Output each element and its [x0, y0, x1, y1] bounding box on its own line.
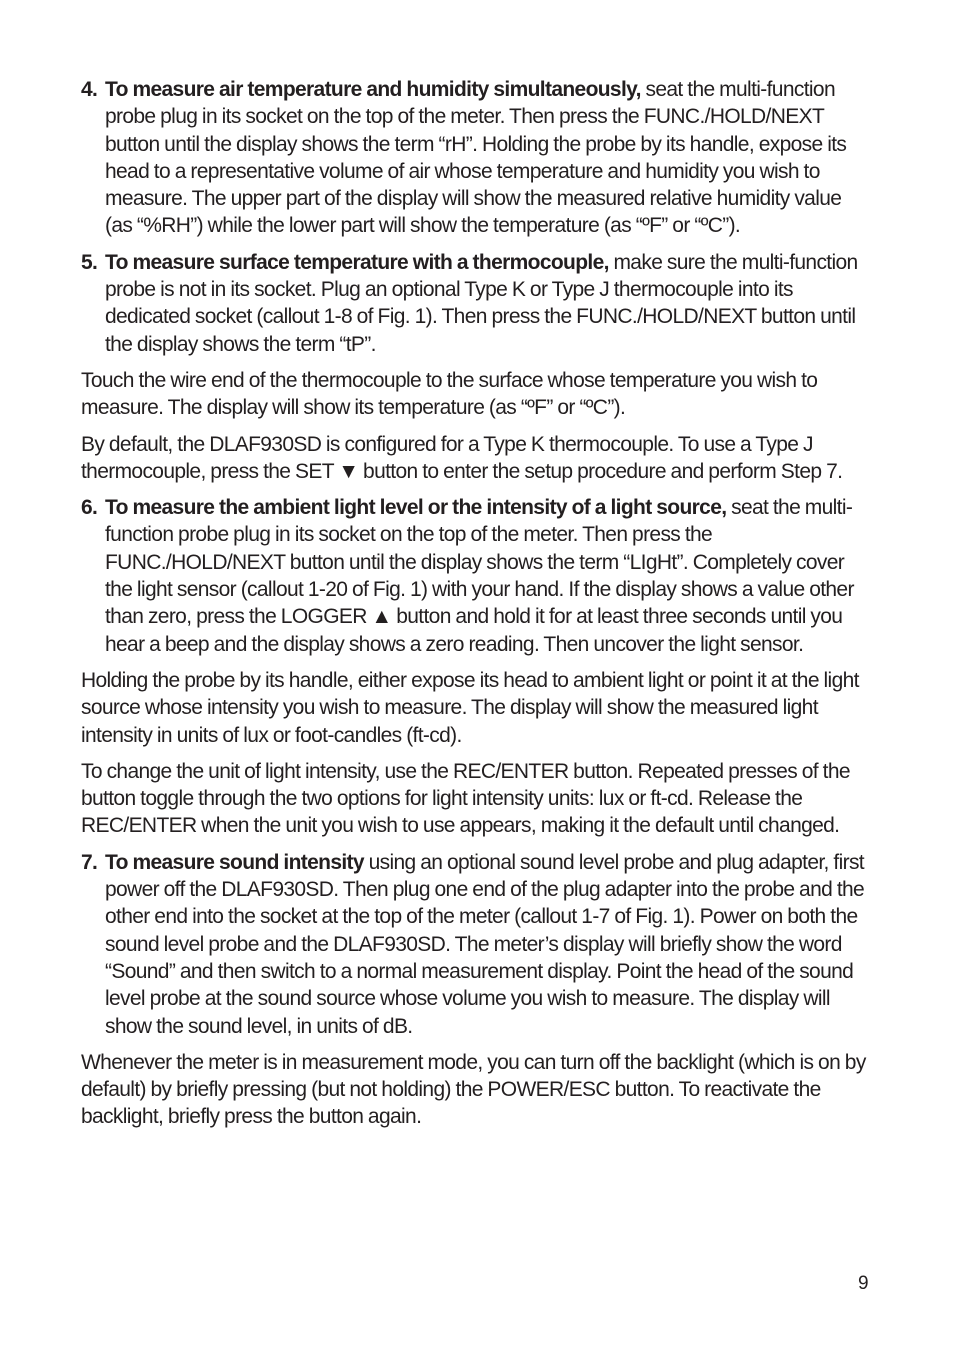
step-number: 7.	[81, 850, 98, 874]
step-body: seat the multi-function probe plug in its socket on the top of the meter. Then press the FUNC./HOLD/NEXT button until the display shows the term “rH”. Holding the probe by its handle, expose its head to a representative volume of air whose temperature and humidity you wish to measure. The upper part of the display will show the measured relative humidity value (as “%RH”) while the lower part will show the temperature (as “ºF” or “ºC”).	[105, 78, 847, 238]
step-6	[81, 494, 872, 658]
step-heading: To measure the ambient light level or the intensity of a light source,	[105, 496, 727, 520]
step-number: 5.	[81, 250, 98, 274]
step-4	[81, 76, 872, 240]
light-expose-paragraph: Holding the probe by its handle, either expose its head to ambient light or point it at the light source whose intensity you wish to measure. The display will show the measured light intensity in units of lux or foot-candles (ft-cd).	[81, 668, 859, 747]
backlight-paragraph: Whenever the meter is in measurement mode, you can turn off the backlight (which is on by default) by briefly pressing (but not holding) the POWER/ESC button. To reactivate the backlight, briefly press the button again.	[81, 1050, 866, 1129]
step-body: seat the multi-function probe plug in its socket on the top of the meter. Then press the FUNC./HOLD/NEXT button until the display shows the term “LIgHt”. Completely cover the light sensor (callout 1-20 of Fig. 1) with your hand. If the display shows a value other than zero, press the LOGGER ▲ button and hold it for at least three seconds until you hear a beep and the display shows a zero reading. Then uncover the light sensor.	[105, 496, 854, 656]
light-units-paragraph: To change the unit of light intensity, use the REC/ENTER button. Repeated presses of the button toggle through the two options for light intensity units: lux or ft-cd. Release the REC/ENTER when the unit you wish to use appears, making it the default until changed.	[81, 759, 850, 838]
thermocouple-touch-paragraph: Touch the wire end of the thermocouple to the surface whose temperature you wish to measure. The display will show its temperature (as “ºF” or “ºC”).	[81, 368, 818, 420]
page-content	[81, 76, 872, 1140]
step-number: 4.	[81, 78, 98, 101]
step-heading: To measure sound intensity	[105, 850, 364, 874]
step-5	[81, 249, 872, 358]
page-number: 9	[858, 1273, 869, 1294]
step-body: using an optional sound level probe and plug adapter, first power off the DLAF930SD. Then plug one end of the plug adapter into the probe and the other end into the socket at the top of the meter (callout 1-7 of Fig. 1). Power on both the sound level probe and the DLAF930SD. The meter’s display will briefly show the word “Sound” and then switch to a normal measurement display. Point the head of the sound level probe at the sound source whose volume you wish to measure. The display will show the sound level, in units of dB.	[105, 850, 865, 1038]
step-heading: To measure air temperature and humidity simultaneously,	[105, 78, 641, 101]
thermocouple-default-paragraph: By default, the DLAF930SD is configured for a Type K thermocouple. To use a Type J thermocouple, press the SET ▼ button to enter the setup procedure and perform Step 7.	[81, 432, 843, 483]
step-heading: To measure surface temperature with a thermocouple,	[105, 250, 609, 274]
step-7	[81, 849, 872, 1040]
step-body: make sure the multi-function probe is not in its socket. Plug an optional Type K or Type J thermocouple into its dedicated socket (callout 1-8 of Fig. 1). Then press the FUNC./HOLD/NEXT button until the display shows the term “tP”.	[105, 250, 858, 356]
step-number: 6.	[81, 496, 98, 520]
